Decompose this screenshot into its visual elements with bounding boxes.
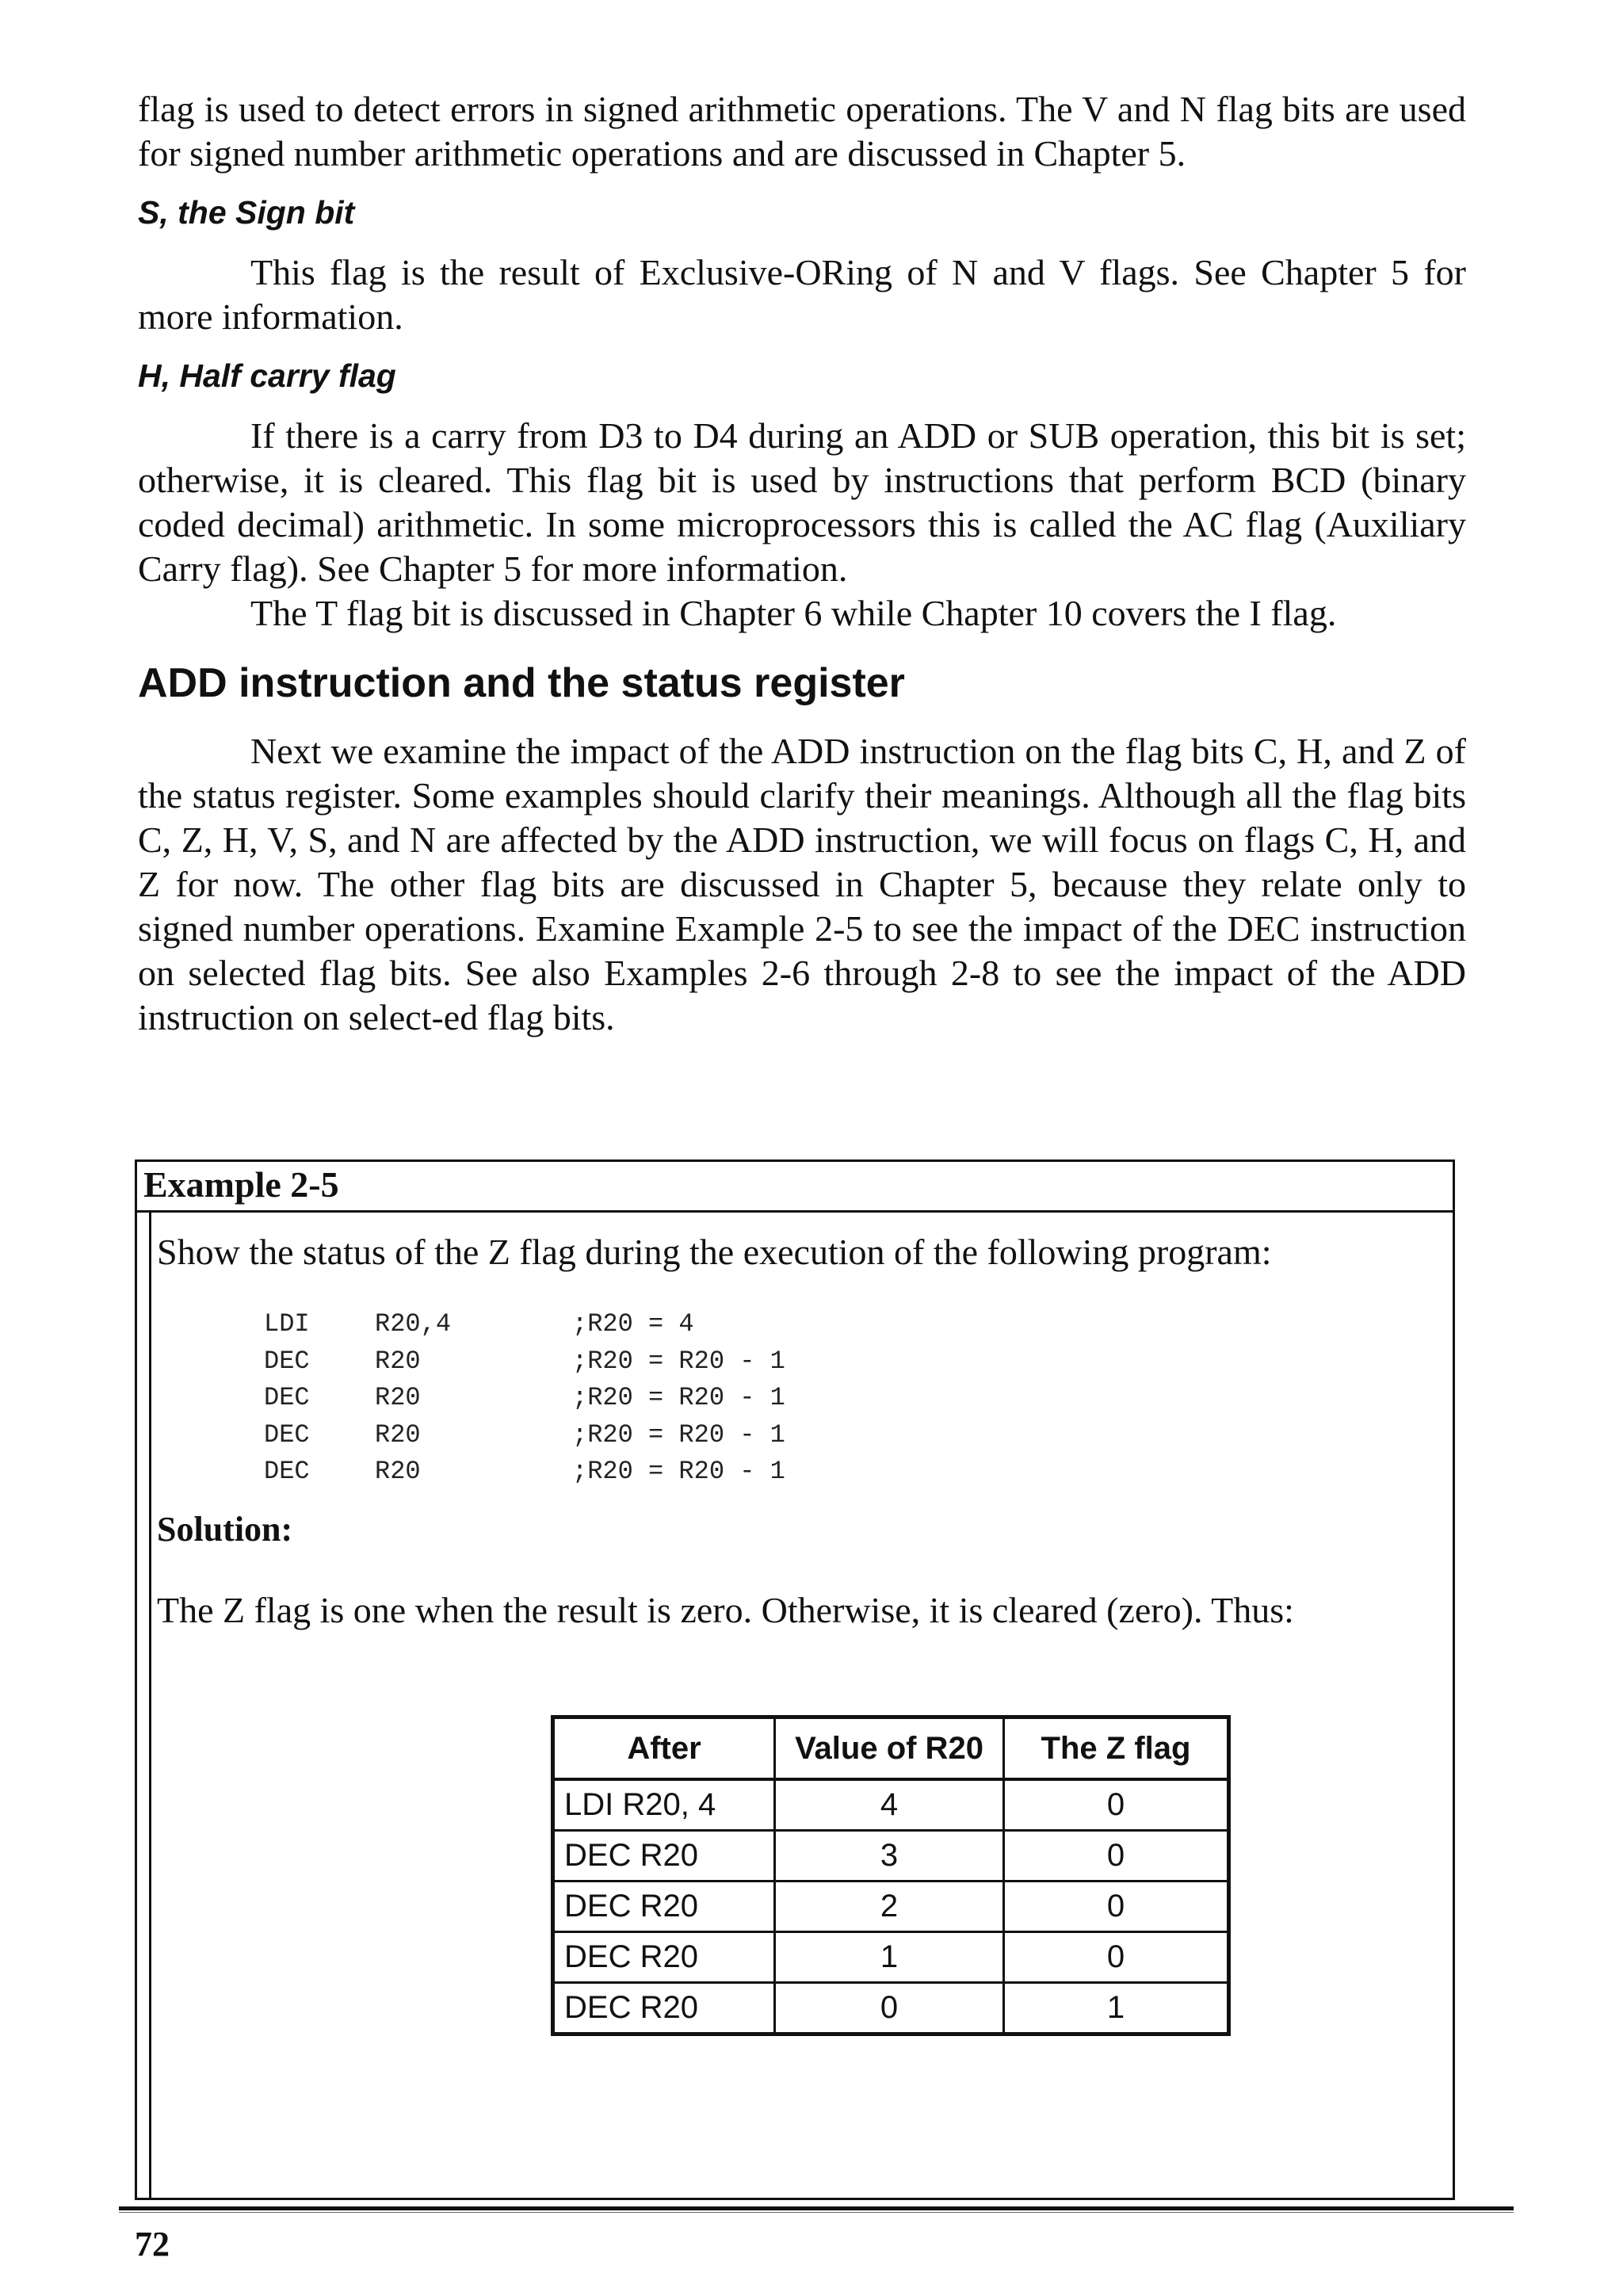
code-line [264, 1380, 785, 1417]
code-arg: R20 [375, 1419, 421, 1450]
z-flag-table [551, 1715, 1231, 2036]
code-op: DEC [264, 1457, 310, 1486]
code-comment: ;R20 = R20 - 1 [572, 1346, 785, 1376]
example-title: Example 2-5 [143, 1164, 339, 1205]
header-after: After [553, 1717, 775, 1780]
cell-z-flag: 0 [1004, 1932, 1229, 1983]
cell-z-flag: 0 [1004, 1831, 1229, 1881]
solution-title: Solution: [157, 1510, 293, 1549]
cell-value: 3 [775, 1831, 1004, 1881]
code-op: DEC [264, 1383, 310, 1412]
header-value-r20: Value of R20 [775, 1717, 1004, 1780]
page-number: 72 [135, 2225, 170, 2264]
cell-after: DEC R20 [553, 1983, 775, 2034]
code-op: DEC [264, 1419, 310, 1450]
page-content [138, 87, 1466, 1040]
table-header-row [553, 1717, 1229, 1780]
half-carry-heading: H, Half carry flag [138, 357, 396, 394]
cell-value: 2 [775, 1881, 1004, 1932]
table-row [553, 1779, 1229, 1831]
cell-value: 1 [775, 1932, 1004, 1983]
header-z-flag: The Z flag [1004, 1717, 1229, 1780]
code-listing [264, 1306, 785, 1491]
example-prompt: Show the status of the Z flag during the execution of the following program: [157, 1232, 1272, 1272]
code-arg: R20 [375, 1457, 421, 1486]
solution-text: The Z flag is one when the result is zero. Otherwise, it is cleared (zero). Thus: [157, 1590, 1294, 1630]
code-line [264, 1417, 785, 1454]
add-section-paragraph: Next we examine the impact of the ADD instruction on the flag bits C, H, and Z of the status register. Some examples should clarify their meanings. Although all the flag bits C, Z, H, V, S, and N are affected by the ADD instruction, we will focus on flags C, H, and Z for now. The other flag bits are discussed in Chapter 5, because they relate only to signed number operations. Examine Example 2-5 to see the impact of the DEC instruction on selected flag bits. See also Examples 2-6 through 2-8 to see the impact of the ADD instruction on select-ed flag bits. [138, 731, 1466, 1037]
code-line [264, 1306, 785, 1343]
section-heading: ADD instruction and the status register [138, 660, 905, 706]
footer-rule [119, 2206, 1514, 2210]
cell-after: DEC R20 [553, 1831, 775, 1881]
cell-after: DEC R20 [553, 1932, 775, 1983]
example-header [137, 1162, 1453, 1213]
code-arg: R20,4 [375, 1309, 452, 1339]
sign-bit-heading: S, the Sign bit [138, 194, 355, 231]
cell-value: 0 [775, 1983, 1004, 2034]
code-comment: ;R20 = R20 - 1 [572, 1383, 785, 1412]
code-op: LDI [264, 1309, 310, 1339]
code-line [264, 1343, 785, 1381]
table-row [553, 1983, 1229, 2034]
footer-rule-thin [119, 2212, 1514, 2213]
code-arg: R20 [375, 1346, 421, 1376]
cell-after: DEC R20 [553, 1881, 775, 1932]
code-comment: ;R20 = R20 - 1 [572, 1457, 785, 1486]
cell-z-flag: 1 [1004, 1983, 1229, 2034]
table-row [553, 1932, 1229, 1983]
intro-paragraph: flag is used to detect errors in signed arithmetic operations. The V and N flag bits are used for signed number arithmetic operations and are discussed in Chapter 5. [138, 89, 1466, 174]
example-box [135, 1159, 1455, 2200]
cell-value: 4 [775, 1779, 1004, 1831]
table-row [553, 1881, 1229, 1932]
sign-bit-paragraph: This flag is the result of Exclusive-ORing of N and V flags. See Chapter 5 for more information. [138, 252, 1466, 337]
code-line [264, 1454, 785, 1491]
half-carry-paragraph: If there is a carry from D3 to D4 during an ADD or SUB operation, this bit is set; otherwise, it is cleared. This flag bit is used by instructions that perform BCD (binary coded decimal) arithmetic. In some microprocessors this is called the AC flag (Auxiliary Carry flag). See Chapter 5 for more information. [138, 415, 1466, 589]
code-comment: ;R20 = 4 [572, 1309, 694, 1339]
code-op: DEC [264, 1346, 310, 1376]
code-arg: R20 [375, 1383, 421, 1412]
table-row [553, 1831, 1229, 1881]
flag-note-paragraph: The T flag bit is discussed in Chapter 6 while Chapter 10 covers the I flag. [250, 593, 1337, 633]
example-body [149, 1213, 1453, 2198]
cell-z-flag: 0 [1004, 1779, 1229, 1831]
code-comment: ;R20 = R20 - 1 [572, 1419, 785, 1450]
cell-after: LDI R20, 4 [553, 1779, 775, 1831]
cell-z-flag: 0 [1004, 1881, 1229, 1932]
